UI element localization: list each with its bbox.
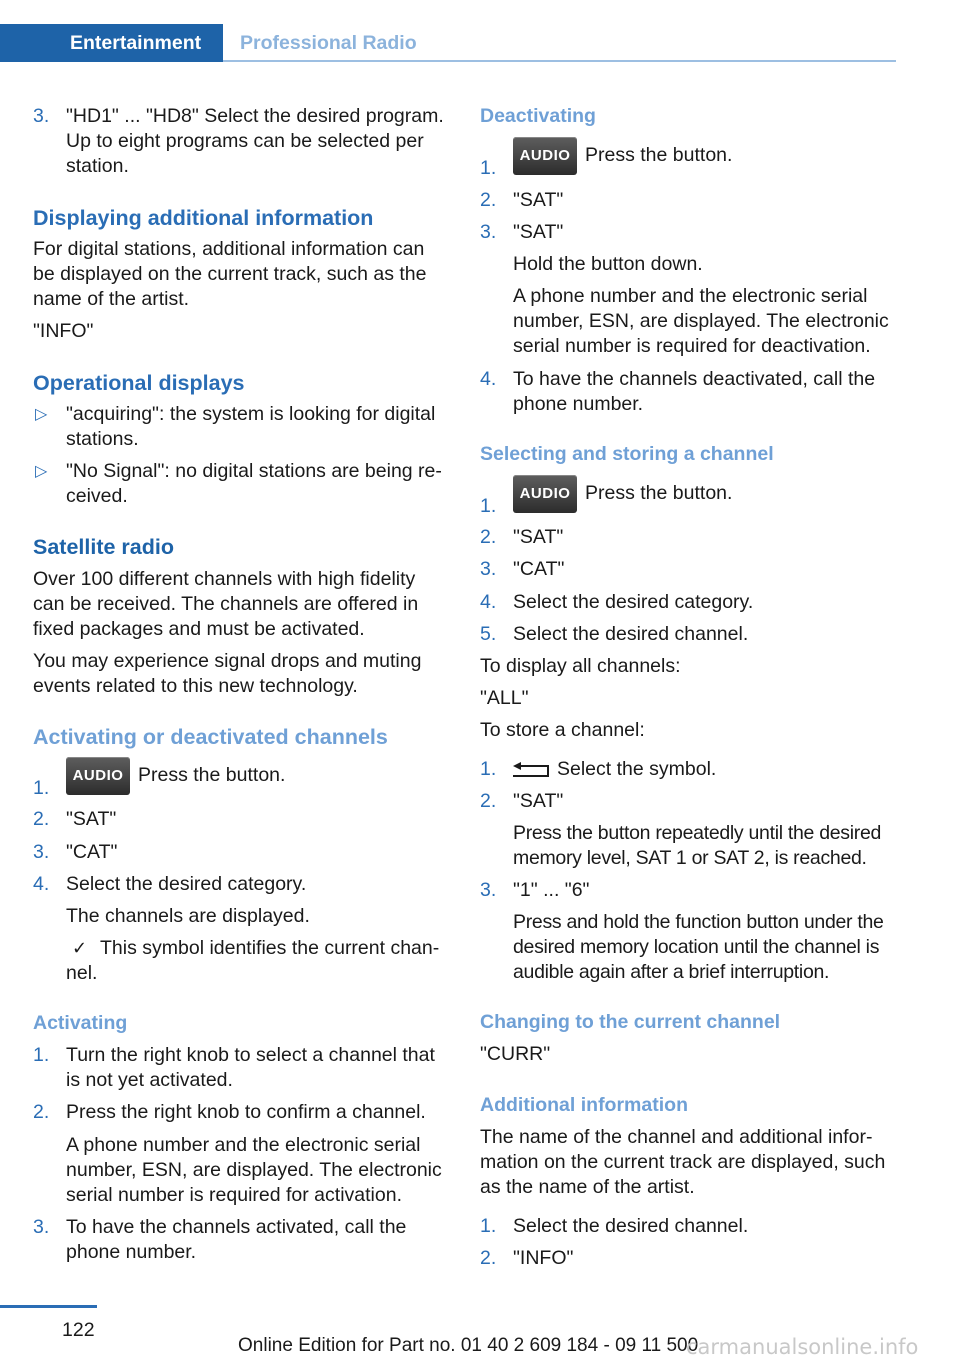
page-number: 122 (62, 1319, 95, 1341)
list-text-label: Press the button. (138, 764, 286, 787)
paragraph: You may experience signal drops and muting events related to this new technology. (33, 650, 422, 697)
list-number: 1. (480, 1215, 497, 1237)
checkmark-icon: ✓ (72, 938, 88, 958)
list-text: "SAT" (66, 808, 117, 830)
list-text: "SAT" (513, 189, 564, 211)
watermark: carmanualsonline.info (686, 1335, 919, 1359)
list-number: 3. (480, 879, 497, 901)
heading-selecting-and-storing: Selecting and storing a channel (480, 443, 774, 465)
list-text: "HD1" ... "HD8" Select the desired program. Up to eight programs can be selected per station. (66, 105, 444, 177)
heading-satellite-radio: Satellite radio (33, 535, 174, 559)
section-tab-entertainment: Entertainment (0, 24, 223, 62)
list-number: 3. (33, 1216, 50, 1238)
list-number: 4. (480, 591, 497, 613)
section-tab-professional-radio: Professional Radio (240, 32, 417, 54)
list-text: "INFO" (513, 1247, 574, 1269)
paragraph: To display all channels: (480, 655, 681, 677)
paragraph: To store a channel: (480, 719, 645, 741)
list-text: Select the desired channel. (513, 1215, 749, 1237)
paragraph: Over 100 different channels with high fidelity can be received. The channels are offered in fixed packages and must be activated. (33, 568, 419, 640)
list-text: To have the channels activated, call the phone number. (66, 1216, 407, 1263)
list-text: "CAT" (513, 558, 565, 580)
page-header (0, 0, 896, 62)
list-text-label: Press the button. (585, 144, 733, 167)
list-number: 1. (480, 758, 497, 780)
list-text: "1" ... "6" (513, 879, 590, 901)
list-subtext: Hold the button down. (513, 253, 703, 275)
list-number: 2. (480, 526, 497, 548)
list-text: "SAT" (513, 526, 564, 548)
list-text (513, 137, 900, 175)
list-number: 1. (480, 495, 497, 517)
list-number: 3. (33, 105, 50, 127)
list-text: To have the channels deactivated, call the phone number. (513, 368, 876, 415)
paragraph: "INFO" (33, 320, 94, 342)
list-text: Press the right knob to confirm a channel. (66, 1101, 426, 1123)
list-text: "CAT" (66, 841, 118, 863)
heading-operational-displays: Operational displays (33, 371, 245, 395)
footer-edition-text: Online Edition for Part no. 01 40 2 609 184 - 09 11 500 (238, 1335, 699, 1356)
list-text (513, 757, 900, 782)
bullet-arrow-icon: ▷ (35, 463, 48, 480)
list-text (66, 757, 451, 795)
list-text-label: Press the button. (585, 482, 733, 505)
list-number: 3. (33, 841, 50, 863)
list-number: 1. (33, 1044, 50, 1066)
list-subtext: The channels are displayed. (66, 905, 310, 927)
list-number: 3. (480, 221, 497, 243)
list-number: 2. (480, 189, 497, 211)
list-text-label: Select the symbol. (557, 758, 717, 780)
list-text: "SAT" (513, 790, 564, 812)
list-number: 4. (480, 368, 497, 390)
heading-deactivating: Deactivating (480, 105, 596, 127)
list-number: 2. (33, 1101, 50, 1123)
list-number: 1. (33, 777, 50, 799)
list-text: "SAT" (513, 221, 564, 243)
check-description: This symbol identifies the current channel. (66, 937, 440, 984)
list-number: 3. (480, 558, 497, 580)
heading-changing-to-current-channel: Changing to the current channel (480, 1011, 781, 1033)
bullet-text: "No Signal": no digital stations are being received. (66, 460, 442, 507)
list-number: 2. (33, 808, 50, 830)
heading-displaying-additional-information: Displaying additional information (33, 206, 374, 230)
paragraph: "ALL" (480, 687, 529, 709)
back-arrow-icon (513, 761, 549, 779)
list-text: Select the desired category. (513, 591, 754, 613)
bullet-arrow-icon: ▷ (35, 406, 48, 423)
paragraph: The name of the channel and additional information on the current track are displayed, such as the name of the artist. (480, 1126, 886, 1198)
bullet-text: "acquiring": the system is looking for digital stations. (66, 403, 436, 450)
audio-button-icon: AUDIO (513, 475, 577, 513)
audio-button-icon: AUDIO (513, 137, 577, 175)
footer-rule (0, 1305, 97, 1308)
list-number: 1. (480, 157, 497, 179)
list-text: Turn the right knob to select a channel that is not yet activated. (66, 1044, 435, 1091)
header-rule (223, 60, 896, 62)
heading-activating-or-deactivated-channels: Activating or deactivated channels (33, 725, 388, 749)
list-subtext: A phone number and the electronic serial number, ESN, are displayed. The electronic serial number is required for activation. (66, 1134, 442, 1206)
list-text (513, 475, 900, 513)
list-text: Select the desired category. (66, 873, 307, 895)
list-subtext: A phone number and the electronic serial number, ESN, are displayed. The electronic serial number is required for deactivation. (513, 285, 889, 357)
heading-additional-information: Additional information (480, 1094, 688, 1116)
list-number: 2. (480, 1247, 497, 1269)
list-subtext-check (66, 936, 451, 986)
list-number: 2. (480, 790, 497, 812)
audio-button-icon: AUDIO (66, 757, 130, 795)
list-subtext: Press the button repeatedly until the desired memory level, SAT 1 or SAT 2, is reached. (513, 822, 882, 869)
heading-activating: Activating (33, 1012, 128, 1034)
list-subtext: Press and hold the function button under the desired memory location until the channel is audible again after a brief interruption. (513, 911, 884, 983)
list-number: 5. (480, 623, 497, 645)
paragraph: For digital stations, additional information can be displayed on the current track, such as the name of the artist. (33, 238, 427, 310)
paragraph: "CURR" (480, 1043, 551, 1065)
list-number: 4. (33, 873, 50, 895)
list-text: Select the desired channel. (513, 623, 749, 645)
